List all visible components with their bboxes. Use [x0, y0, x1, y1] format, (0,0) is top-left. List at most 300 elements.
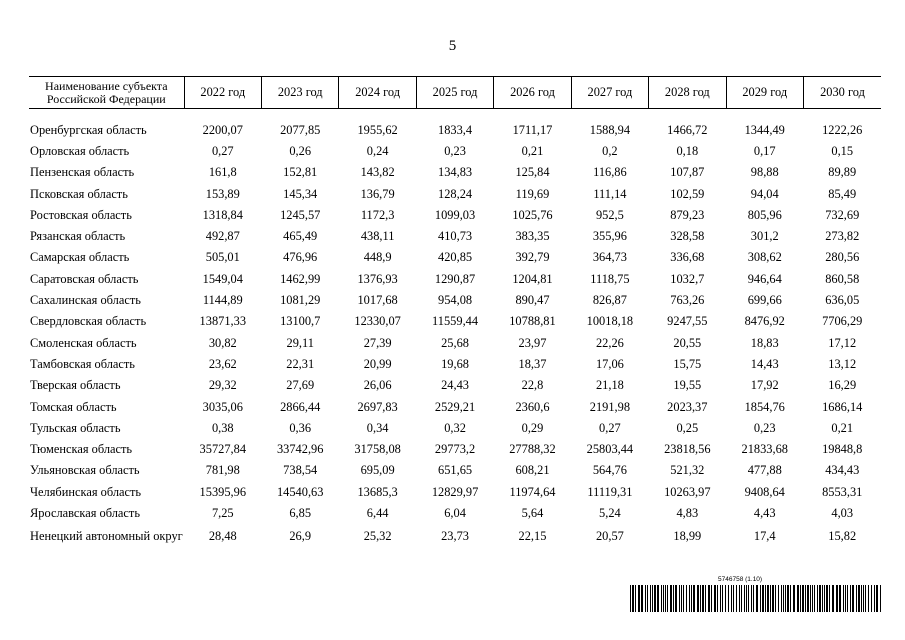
- barcode-bar: [702, 585, 704, 612]
- row-value-cell: 28,48: [208, 528, 237, 543]
- barcode-bar: [880, 585, 881, 612]
- row-value-cell: 1466,72: [667, 122, 708, 137]
- barcode-label: 5746758 (1.10): [718, 576, 763, 583]
- row-value-cell: 22,31: [286, 356, 315, 371]
- row-value-cell: 738,54: [283, 463, 318, 478]
- row-value-cell: 5,24: [599, 505, 621, 520]
- row-value-cell: 26,9: [289, 528, 312, 543]
- row-value-cell: 4,43: [753, 505, 776, 520]
- row-value-cell: 11119,31: [587, 484, 633, 499]
- row-value-cell: 448,9: [363, 250, 392, 265]
- barcode-bar: [868, 585, 869, 612]
- row-value-cell: 29,32: [208, 378, 237, 393]
- row-value-cell: 23,73: [441, 528, 469, 543]
- row-value-cell: 763,26: [670, 293, 705, 308]
- barcode-bar: [693, 585, 695, 612]
- barcode-bar: [744, 585, 745, 612]
- barcode-bar: [691, 585, 692, 612]
- row-value-cell: 0,27: [599, 420, 621, 435]
- row-value-cell: 0,24: [366, 143, 389, 158]
- barcode-bar: [772, 585, 774, 612]
- row-value-cell: 826,87: [592, 293, 627, 308]
- row-value-cell: 1144,89: [202, 293, 243, 308]
- row-value-cell: 13100,7: [280, 314, 321, 329]
- row-value-cell: 22,8: [521, 378, 544, 393]
- barcode-bar: [756, 585, 758, 612]
- barcode-image: [630, 585, 881, 612]
- row-value-cell: 1081,29: [280, 293, 321, 308]
- barcode-bar: [751, 585, 752, 612]
- row-value-cell: 7,25: [211, 505, 234, 520]
- row-value-cell: 19848,8: [822, 442, 863, 457]
- row-value-cell: 308,62: [747, 250, 782, 265]
- row-value-cell: 1099,03: [434, 207, 476, 222]
- row-value-cell: 0,21: [521, 143, 544, 158]
- row-value-cell: 954,08: [438, 293, 473, 308]
- row-value-cell: 11974,64: [509, 484, 556, 499]
- barcode-bar: [850, 585, 851, 612]
- row-value-cell: 1711,17: [512, 122, 553, 137]
- table-row: [29, 268, 881, 289]
- row-value-cell: 2200,07: [202, 122, 243, 137]
- table-row: [29, 289, 881, 310]
- row-value-cell: 477,88: [747, 463, 782, 478]
- row-value-cell: 125,84: [515, 165, 550, 180]
- barcode-bar: [708, 585, 710, 612]
- row-value-cell: 0,32: [444, 420, 466, 435]
- header-subject-name: Наименование субъекта Российской Федерации: [29, 77, 184, 109]
- row-value-cell: 1245,57: [280, 207, 321, 222]
- barcode-bar: [781, 585, 782, 612]
- barcode-bar: [775, 585, 776, 612]
- barcode-bar: [836, 585, 838, 612]
- row-value-cell: 1376,93: [357, 271, 398, 286]
- row-value-cell: 10018,18: [586, 314, 634, 329]
- barcode-bar: [812, 585, 813, 612]
- barcode-bar: [753, 585, 754, 612]
- header-2025: 2025 год: [416, 77, 493, 109]
- row-value-cell: 23,62: [208, 356, 237, 371]
- row-value-cell: 280,56: [825, 250, 860, 265]
- row-value-cell: 31758,08: [354, 442, 401, 457]
- header-2029: 2029 год: [726, 77, 803, 109]
- barcode-bar: [722, 585, 723, 612]
- barcode-bar: [785, 585, 786, 612]
- table-row: [29, 502, 881, 523]
- barcode-bar: [731, 585, 732, 612]
- row-value-cell: 1025,76: [512, 207, 553, 222]
- row-value-cell: 952,5: [595, 207, 624, 222]
- row-value-cell: 17,06: [595, 356, 624, 371]
- header-2023: 2023 год: [262, 77, 339, 109]
- row-value-cell: 145,34: [283, 186, 318, 201]
- table-row: [29, 396, 881, 417]
- barcode-bar: [675, 585, 677, 612]
- row-value-cell: 14540,63: [276, 484, 324, 499]
- barcode-bar: [683, 585, 684, 612]
- row-value-cell: 13871,33: [199, 314, 247, 329]
- barcode-bar: [748, 585, 749, 612]
- header-2026: 2026 год: [494, 77, 571, 109]
- row-value-cell: 10263,97: [664, 484, 711, 499]
- barcode-bar: [797, 585, 799, 612]
- page-number: 5: [448, 38, 457, 54]
- barcode-bar: [863, 585, 864, 612]
- row-value-cell: 20,55: [673, 335, 702, 350]
- row-value-cell: 465,49: [283, 229, 318, 244]
- row-value-cell: 355,96: [592, 229, 627, 244]
- row-value-cell: 128,24: [438, 186, 473, 201]
- table-body: [29, 109, 881, 561]
- row-value-cell: 25803,44: [586, 442, 634, 457]
- header-2030: 2030 год: [803, 77, 881, 109]
- row-value-cell: 89,89: [828, 165, 857, 180]
- barcode-bar: [725, 585, 726, 612]
- table-row: [29, 332, 881, 353]
- table-row: [29, 524, 881, 561]
- barcode-bar: [832, 585, 834, 612]
- row-value-cell: 0,23: [753, 420, 776, 435]
- row-value-cell: 273,82: [825, 229, 860, 244]
- row-value-cell: 17,92: [750, 378, 779, 393]
- barcode-bar: [824, 585, 825, 612]
- row-value-cell: 0,15: [831, 143, 854, 158]
- barcode-bar: [826, 585, 828, 612]
- row-value-cell: 20,57: [595, 528, 624, 543]
- row-value-cell: 136,79: [360, 186, 395, 201]
- barcode-bar: [630, 585, 631, 612]
- table-row: [29, 225, 881, 246]
- header-2028: 2028 год: [649, 77, 726, 109]
- barcode-bar: [741, 585, 742, 612]
- barcode-bar: [865, 585, 866, 612]
- barcode-bar: [638, 585, 640, 612]
- row-value-cell: 116,86: [593, 165, 627, 180]
- row-value-cell: 0,25: [676, 420, 699, 435]
- row-value-cell: 946,64: [747, 271, 782, 286]
- row-value-cell: 434,43: [825, 463, 860, 478]
- row-subject-name: Сахалинская область: [30, 293, 141, 308]
- row-value-cell: 29,11: [286, 335, 314, 350]
- barcode-bar: [657, 585, 659, 612]
- table-row: [29, 119, 881, 140]
- row-value-cell: 6,85: [289, 505, 312, 520]
- row-value-cell: 1318,84: [202, 207, 243, 222]
- row-value-cell: 85,49: [828, 186, 857, 201]
- row-value-cell: 94,04: [750, 186, 779, 201]
- row-value-cell: 8476,92: [744, 314, 785, 329]
- row-value-cell: 301,2: [750, 229, 779, 244]
- barcode-bar: [697, 585, 699, 612]
- row-value-cell: 3035,06: [202, 399, 243, 414]
- row-value-cell: 15,75: [673, 356, 702, 371]
- row-value-cell: 805,96: [747, 207, 782, 222]
- row-value-cell: 152,81: [283, 165, 318, 180]
- row-value-cell: 25,32: [363, 528, 392, 543]
- barcode-bar: [689, 585, 690, 612]
- row-value-cell: 26,06: [363, 378, 392, 393]
- row-value-cell: 336,68: [670, 250, 705, 265]
- table-row: [29, 375, 881, 396]
- row-value-cell: 29773,2: [434, 442, 476, 457]
- row-value-cell: 15,82: [828, 528, 857, 543]
- row-value-cell: 0,23: [444, 143, 466, 158]
- barcode-bar: [858, 585, 860, 612]
- row-subject-name: Пензенская область: [30, 165, 135, 180]
- row-value-cell: 10788,81: [509, 314, 556, 329]
- row-subject-name: Ульяновская область: [30, 463, 140, 478]
- barcode-bar: [770, 585, 771, 612]
- barcode-bar: [845, 585, 846, 612]
- row-subject-name: Тамбовская область: [30, 356, 135, 371]
- row-value-cell: 24,43: [441, 378, 469, 393]
- table-row: [29, 183, 881, 204]
- row-value-cell: 1290,87: [434, 271, 476, 286]
- barcode-bar: [654, 585, 656, 612]
- barcode-bar: [847, 585, 848, 612]
- row-value-cell: 1686,14: [822, 399, 863, 414]
- barcode-bar: [746, 585, 747, 612]
- barcode-bar: [720, 585, 721, 612]
- barcode-bar: [700, 585, 701, 612]
- row-value-cell: 0,26: [289, 143, 312, 158]
- barcode-bar: [681, 585, 682, 612]
- barcode-bar: [778, 585, 779, 612]
- row-value-cell: 19,68: [441, 356, 469, 371]
- row-value-cell: 27788,32: [509, 442, 556, 457]
- row-value-cell: 0,27: [211, 143, 234, 158]
- table-row: [29, 438, 881, 459]
- row-value-cell: 12330,07: [354, 314, 401, 329]
- barcode-bar: [787, 585, 789, 612]
- barcode-bar: [874, 585, 875, 612]
- barcode-bar: [663, 585, 664, 612]
- row-value-cell: 9247,55: [667, 314, 708, 329]
- spacer-row: [29, 109, 881, 120]
- row-value-cell: 2023,37: [667, 399, 708, 414]
- barcode-bar: [783, 585, 784, 612]
- row-subject-name: Тульская область: [30, 420, 121, 435]
- row-value-cell: 6,44: [366, 505, 389, 520]
- row-value-cell: 2529,21: [434, 399, 476, 414]
- row-value-cell: 1032,7: [670, 271, 705, 286]
- row-value-cell: 699,66: [747, 293, 782, 308]
- barcode-bar: [810, 585, 811, 612]
- row-subject-name: Ярославская область: [30, 505, 140, 520]
- barcode-bar: [819, 585, 821, 612]
- barcode-bar: [635, 585, 636, 612]
- row-value-cell: 33742,96: [276, 442, 324, 457]
- row-value-cell: 1588,94: [589, 122, 631, 137]
- barcode-bar: [861, 585, 862, 612]
- header-2022: 2022 год: [184, 77, 261, 109]
- barcode-bar: [733, 585, 734, 612]
- row-value-cell: 328,58: [670, 229, 705, 244]
- row-subject-name: Саратовская область: [30, 271, 139, 286]
- barcode-bar: [705, 585, 706, 612]
- table-row: [29, 353, 881, 374]
- row-value-cell: 23818,56: [664, 442, 711, 457]
- row-value-cell: 0,18: [676, 143, 699, 158]
- row-value-cell: 16,29: [828, 378, 857, 393]
- row-value-cell: 11559,44: [432, 314, 479, 329]
- table-row: [29, 481, 881, 502]
- barcode-bar: [650, 585, 651, 612]
- row-value-cell: 0,21: [831, 420, 854, 435]
- header-2024: 2024 год: [339, 77, 416, 109]
- row-subject-name: Тверская область: [30, 378, 121, 393]
- row-value-cell: 102,59: [670, 186, 705, 201]
- row-subject-name: Ненецкий автономный округ: [30, 528, 183, 543]
- row-value-cell: 25,68: [441, 335, 469, 350]
- table-row: [29, 417, 881, 438]
- data-table: [29, 76, 881, 561]
- row-value-cell: 13685,3: [357, 484, 398, 499]
- row-value-cell: 0,17: [753, 143, 776, 158]
- barcode-bar: [871, 585, 872, 612]
- barcode-bar: [728, 585, 729, 612]
- table-row: [29, 162, 881, 183]
- row-subject-name: Тюменская область: [30, 442, 133, 457]
- barcode-bar: [822, 585, 823, 612]
- row-subject-name: Челябинская область: [30, 484, 142, 499]
- row-value-cell: 392,79: [515, 250, 550, 265]
- row-value-cell: 890,47: [515, 293, 550, 308]
- row-value-cell: 13,12: [828, 356, 857, 371]
- row-value-cell: 1118,75: [590, 271, 630, 286]
- row-value-cell: 27,69: [286, 378, 315, 393]
- row-value-cell: 1344,49: [744, 122, 785, 137]
- barcode-bar: [856, 585, 857, 612]
- row-value-cell: 1854,76: [744, 399, 785, 414]
- row-subject-name: Самарская область: [30, 250, 130, 265]
- barcode-bar: [876, 585, 878, 612]
- barcode-bar: [739, 585, 740, 612]
- row-value-cell: 0,29: [521, 420, 544, 435]
- row-value-cell: 12829,97: [431, 484, 479, 499]
- row-value-cell: 1204,81: [512, 271, 553, 286]
- row-value-cell: 119,69: [515, 186, 550, 201]
- row-value-cell: 18,37: [518, 356, 547, 371]
- row-value-cell: 0,38: [211, 420, 234, 435]
- row-value-cell: 564,76: [592, 463, 627, 478]
- row-value-cell: 15395,96: [199, 484, 247, 499]
- table-row: [29, 204, 881, 225]
- row-value-cell: 8553,31: [822, 484, 863, 499]
- row-value-cell: 7706,29: [822, 314, 863, 329]
- row-value-cell: 19,55: [673, 378, 702, 393]
- row-subject-name: Ростовская область: [30, 207, 132, 222]
- row-value-cell: 111,14: [593, 186, 627, 201]
- row-value-cell: 0,2: [602, 143, 618, 158]
- barcode-bar: [852, 585, 854, 612]
- row-value-cell: 153,89: [205, 186, 240, 201]
- barcode-bar: [711, 585, 712, 612]
- barcode-bar: [765, 585, 766, 612]
- row-subject-name: Рязанская область: [30, 229, 126, 244]
- barcode-bar: [670, 585, 672, 612]
- table-row: [29, 311, 881, 332]
- barcode-bar: [843, 585, 844, 612]
- row-value-cell: 505,01: [205, 250, 240, 265]
- row-value-cell: 2866,44: [280, 399, 321, 414]
- barcode-bar: [673, 585, 674, 612]
- barcode-bar: [661, 585, 662, 612]
- barcode-bar: [717, 585, 718, 612]
- row-value-cell: 1549,04: [202, 271, 243, 286]
- barcode-bar: [736, 585, 737, 612]
- barcode-bar: [829, 585, 830, 612]
- barcode-bar: [665, 585, 666, 612]
- barcode-bar: [807, 585, 809, 612]
- barcode-bar: [645, 585, 646, 612]
- barcode-bar: [762, 585, 764, 612]
- barcode-bar: [714, 585, 716, 612]
- row-value-cell: 2697,83: [357, 399, 398, 414]
- row-value-cell: 781,98: [205, 463, 240, 478]
- row-value-cell: 1222,26: [822, 122, 863, 137]
- row-value-cell: 17,4: [753, 528, 776, 543]
- row-value-cell: 1017,68: [357, 293, 398, 308]
- barcode-bar: [805, 585, 806, 612]
- row-value-cell: 18,83: [750, 335, 779, 350]
- table-row: [29, 247, 881, 268]
- row-value-cell: 1955,62: [357, 122, 398, 137]
- barcode-bar: [679, 585, 680, 612]
- row-value-cell: 521,32: [670, 463, 705, 478]
- table-row: [29, 140, 881, 161]
- barcode-bar: [817, 585, 818, 612]
- row-value-cell: 2360,6: [515, 399, 550, 414]
- barcode-bar: [839, 585, 841, 612]
- table-header-row: [29, 77, 881, 109]
- row-subject-name: Орловская область: [30, 143, 130, 158]
- row-value-cell: 21,18: [595, 378, 624, 393]
- barcode-bar: [800, 585, 801, 612]
- row-value-cell: 1462,99: [280, 271, 321, 286]
- row-value-cell: 21833,68: [741, 442, 788, 457]
- barcode-bar: [814, 585, 815, 612]
- row-value-cell: 608,21: [515, 463, 550, 478]
- barcode-bar: [790, 585, 791, 612]
- row-value-cell: 4,03: [831, 505, 854, 520]
- barcode-bar: [760, 585, 761, 612]
- barcode-bar: [667, 585, 668, 612]
- row-value-cell: 651,65: [438, 463, 473, 478]
- row-subject-name: Томская область: [30, 399, 117, 414]
- header-2027: 2027 год: [571, 77, 648, 109]
- row-value-cell: 636,05: [825, 293, 860, 308]
- row-subject-name: Свердловская область: [30, 314, 147, 329]
- row-value-cell: 1833,4: [438, 122, 473, 137]
- row-value-cell: 107,87: [670, 165, 705, 180]
- row-value-cell: 23,97: [518, 335, 547, 350]
- barcode-bar: [647, 585, 648, 612]
- row-value-cell: 364,73: [592, 250, 627, 265]
- barcode-bar: [767, 585, 769, 612]
- row-value-cell: 9408,64: [744, 484, 785, 499]
- row-subject-name: Смоленская область: [30, 335, 137, 350]
- row-value-cell: 17,12: [828, 335, 857, 350]
- row-value-cell: 22,15: [518, 528, 547, 543]
- row-value-cell: 0,34: [366, 420, 389, 435]
- barcode-bar: [686, 585, 687, 612]
- table-row: [29, 460, 881, 481]
- row-value-cell: 420,85: [438, 250, 473, 265]
- row-value-cell: 0,36: [289, 420, 312, 435]
- row-value-cell: 143,82: [360, 165, 395, 180]
- row-value-cell: 134,83: [438, 165, 473, 180]
